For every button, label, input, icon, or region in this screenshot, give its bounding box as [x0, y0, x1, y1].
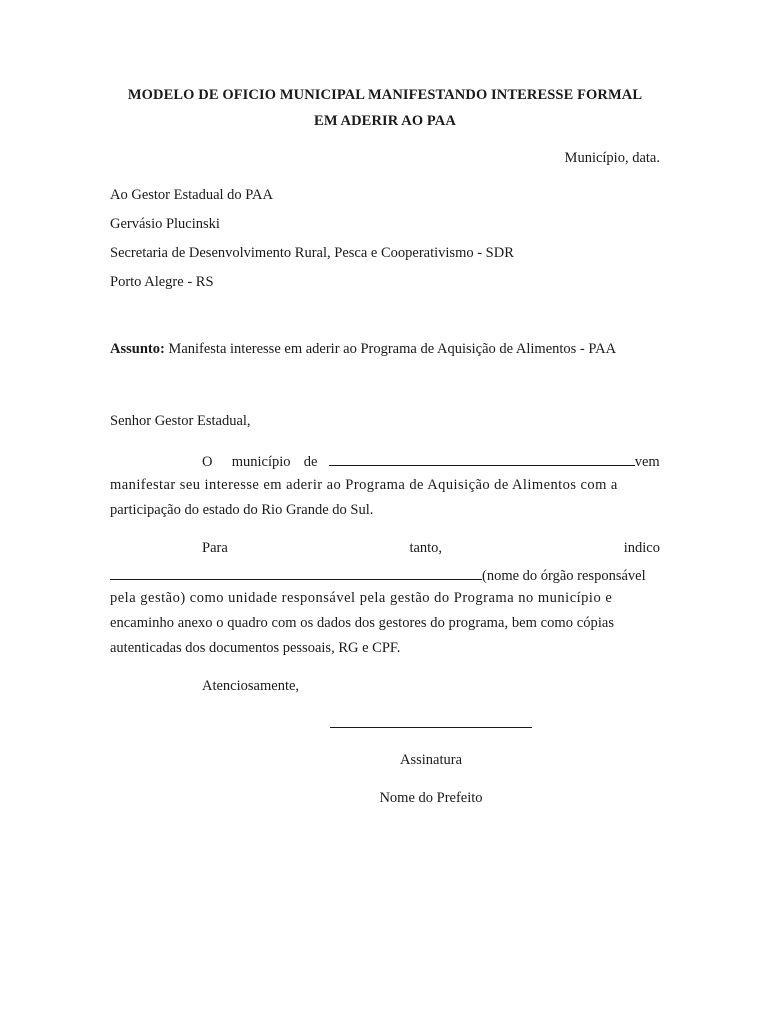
paragraph-2-after-blank: (nome do órgão responsável — [482, 568, 646, 584]
paragraph-1-after-blank: vem — [634, 454, 660, 470]
paragraph-1-line-3: participação do estado do Rio Grande do Sul. — [110, 502, 374, 518]
subject-label: Assunto: — [110, 341, 165, 357]
paragraph-1-word-2: município — [231, 454, 291, 470]
recipient-line-3: Secretaria de Desenvolvimento Rural, Pesca e Cooperativismo - SDR — [110, 245, 514, 261]
closing: Atenciosamente, — [202, 678, 300, 694]
signature-label: Assinatura — [399, 752, 462, 768]
paragraph-2-line-1 — [202, 540, 660, 557]
paragraph-2-line-3: pela gestão) como unidade responsável pela gestão do Programa no município e — [110, 590, 613, 606]
municipality-blank — [329, 451, 635, 466]
paragraph-2-word-3: indico — [623, 540, 660, 556]
paragraph-2-word-1: Para — [202, 540, 228, 556]
document-title-line-2: EM ADERIR AO PAA — [314, 113, 456, 129]
agency-blank — [110, 565, 482, 580]
paragraph-2-line-4: encaminho anexo o quadro com os dados dos gestores do programa, bem como cópias — [110, 615, 615, 631]
recipient-line-2: Gervásio Plucinski — [110, 216, 220, 232]
place-date: Município, data. — [564, 150, 660, 166]
signature-line — [330, 727, 532, 728]
recipient-line-1: Ao Gestor Estadual do PAA — [110, 187, 273, 203]
signer-name: Nome do Prefeito — [379, 790, 483, 806]
paragraph-2-word-2: tanto, — [409, 540, 443, 556]
paragraph-1-line-2: manifestar seu interesse em aderir ao Programa de Aquisição de Alimentos com a — [110, 477, 618, 493]
subject-text: Manifesta interesse em aderir ao Programa de Aquisição de Alimentos - PAA — [164, 341, 617, 357]
paragraph-1-line-1 — [202, 451, 660, 471]
document-title-line-1: MODELO DE OFICIO MUNICIPAL MANIFESTANDO INTERESSE FORMAL — [127, 87, 643, 103]
paragraph-2-line-2 — [110, 565, 646, 585]
subject-line — [110, 341, 616, 358]
salutation: Senhor Gestor Estadual, — [110, 413, 251, 429]
paragraph-2-line-5: autenticadas dos documentos pessoais, RG e CPF. — [110, 640, 401, 656]
recipient-line-4: Porto Alegre - RS — [110, 274, 214, 290]
paragraph-1-word-3: de — [303, 454, 318, 470]
paragraph-1-word-1: O — [202, 454, 213, 470]
